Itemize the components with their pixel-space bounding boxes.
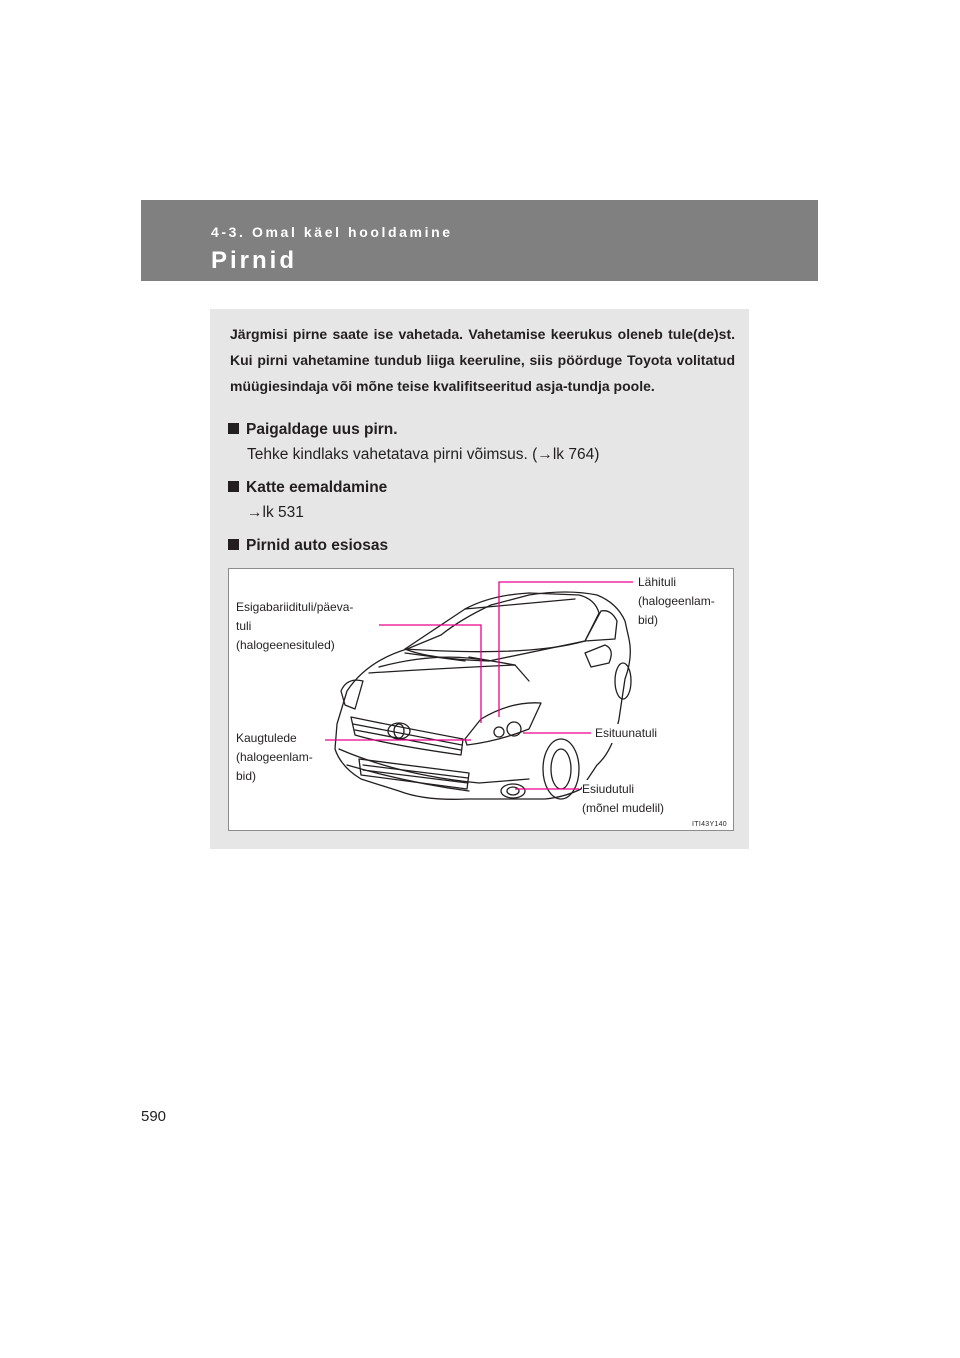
front-bulbs-figure (228, 568, 734, 831)
section-heading-text: Paigaldage uus pirn. (246, 421, 398, 438)
content-box (210, 309, 749, 849)
square-bullet-icon (228, 481, 239, 492)
page-title: Pirnid (211, 247, 298, 274)
side-window (585, 611, 617, 641)
callout-position-drl: Esigabariidituli/päeva- tuli (halogeenesituled) (236, 598, 353, 655)
square-bullet-icon (228, 423, 239, 434)
roofline (465, 599, 575, 609)
section-heading-front-bulbs (228, 537, 388, 555)
section-heading-remove-cover (228, 479, 387, 497)
fog-lamp (501, 784, 525, 798)
lower-intake (359, 759, 469, 789)
section-heading-text: Katte eemaldamine (246, 479, 388, 496)
intro-paragraph: Järgmisi pirne saate ise vahetada. Vahetamise keerukus oleneb tule(de)st. Kui pirni vahetamine tundub liiga keeruline, siis pöörduge Toyota volitatud müügiesindaja või mõne teise kvalifitseeritud asja-tundja poole. (230, 326, 735, 394)
callout-low-beam: Lähituli (halogeenlam- bid) (638, 573, 715, 630)
page-reference-link[interactable]: →lk 531 (247, 504, 304, 521)
car-body-outline (335, 592, 630, 799)
section-label: 4-3. Omal käel hooldamine (211, 224, 453, 240)
section-heading-text: Pirnid auto esiosas (246, 537, 389, 554)
callout-turn-signal: Esituunatuli (595, 724, 657, 743)
chapter-header-band (141, 200, 818, 281)
page-number: 590 (141, 1108, 167, 1125)
side-mirror (585, 645, 611, 667)
bulb-wattage-note: Tehke kindlaks vahetatava pirni võimsus. (→lk 764) (247, 446, 600, 463)
leader-low-beam (499, 582, 633, 717)
section-heading-install-bulb (228, 421, 398, 439)
callout-fog-lamp: Esiudutuli (mõnel mudelil) (582, 780, 664, 818)
front-wheel (543, 739, 579, 799)
callout-high-beam: Kaugtulede (halogeenlam- bid) (236, 729, 313, 786)
headlamp-right (465, 703, 541, 745)
figure-id: ITI43Y140 (692, 821, 727, 828)
square-bullet-icon (228, 539, 239, 550)
